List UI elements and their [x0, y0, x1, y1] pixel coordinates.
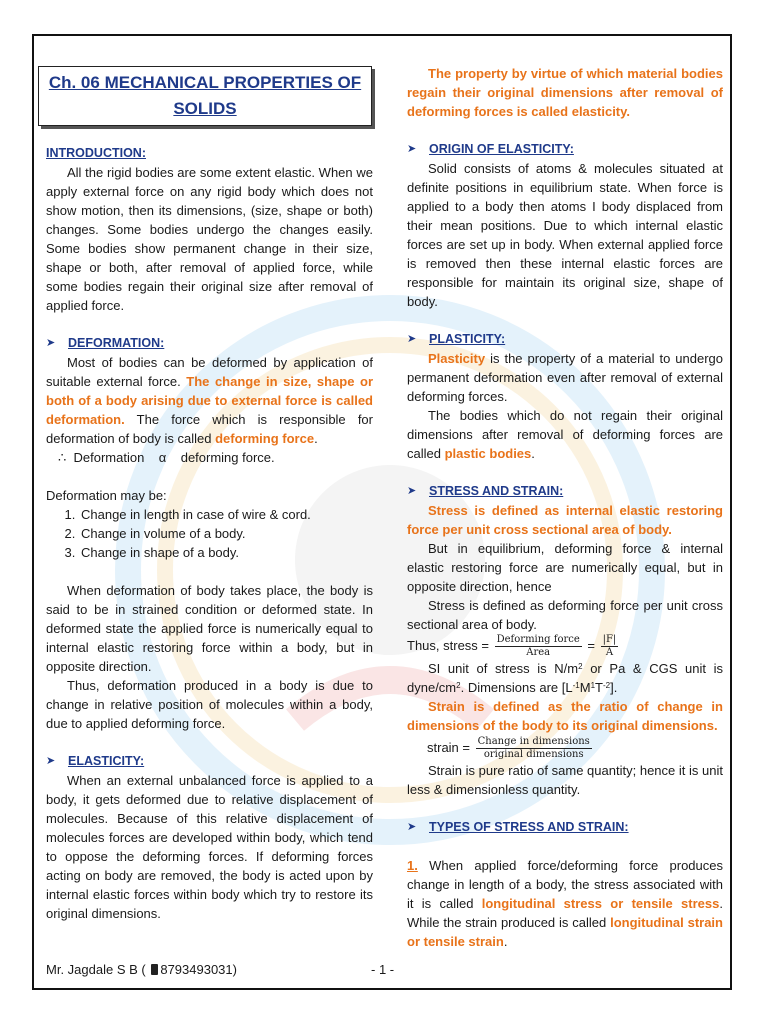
- deformation-paragraph: Most of bodies can be deformed by application of suitable external force. The change in size, shape or both of a body arising due to external force is called deformation. The force which is responsible for deformation of body is called deforming force.: [46, 355, 374, 446]
- page-number: - 1 -: [371, 962, 395, 977]
- arrowhead-icon: ➤: [46, 755, 56, 767]
- plasticity-heading: ➤ PLASTICITY:: [407, 330, 723, 349]
- arrowhead-icon: ➤: [46, 337, 56, 349]
- plastic-bodies-paragraph: The bodies which do not regain their original dimensions after removal of deforming forces are called plastic bodies.: [407, 408, 723, 461]
- introduction-heading: INTRODUCTION:: [46, 146, 146, 160]
- phone-icon: [151, 964, 158, 975]
- list-item: 2. Change in volume of a body.: [79, 524, 373, 543]
- list-item: 1. Change in length in case of wire & cord.: [79, 505, 373, 524]
- arrowhead-icon: ➤: [407, 821, 417, 834]
- stress-definition-2: Stress is defined as deforming force per unit cross sectional area of body.: [407, 598, 723, 632]
- strain-paragraph: Strain is pure ratio of same quantity; hence it is unit less & dimensionless quantity.: [407, 763, 723, 798]
- equilibrium-paragraph: But in equilibrium, deforming force & internal elastic restoring force are numerically equal, but in opposite direction, hence: [407, 541, 723, 594]
- deformation-list: [46, 505, 373, 562]
- plasticity-paragraph: Plasticity is the property of a material to undergo permanent deformation even after removal of external deforming forces.: [407, 351, 723, 404]
- stress-formula: Thus, stress = $\frac{\text{Deforming force}}{\text{Area}}$ = $\frac{|F|}{A}$: [407, 634, 617, 659]
- stress-strain-heading: ➤ STRESS AND STRAIN:: [407, 482, 723, 501]
- strained-paragraph: When deformation of body takes place, the body is said to be in strained condition or deformed state. In deformed state the applied force is numerically equal to internal elastic restoring force within a body, but in opposite direction.: [46, 583, 373, 674]
- elasticity-definition: The property by virtue of which material bodies regain their original dimensions after removal of deforming forces is called elasticity.: [407, 66, 723, 119]
- arrowhead-icon: ➤: [407, 333, 417, 345]
- types-heading: ➤ TYPES OF STRESS AND STRAIN:: [407, 818, 723, 837]
- deformation-relation: ∴ Deformation α deforming force.: [58, 450, 275, 465]
- right-column: [407, 64, 723, 951]
- introduction-paragraph: All the rigid bodies are some extent elastic. When we apply external force on any rigid body which does not show motion, then its dimensions, (size, shape or both) changes. Some bodies undergo the changes easily. Some bodies show permanent change in their size, shape or both, after removal of applied force, while some bodies regain their original size after removal of applied force.: [46, 165, 373, 313]
- left-column: [46, 144, 373, 923]
- deformation-may-be: Deformation may be:: [46, 488, 167, 503]
- si-unit-paragraph: SI unit of stress is $N/m^2$ or Pa & CGS unit is dyne/$cm^2$. Dimensions are $[L^{-1}M^1T^{-2}]$.: [407, 661, 723, 696]
- stress-definition: Stress is defined as internal elastic restoring force per unit cross sectional area of body.: [407, 503, 723, 537]
- origin-paragraph: Solid consists of atoms & molecules situated at definite positions in equilibrium state. When force is applied to a body then atoms I body displaced from their mean positions. Due to which internal elastic forces are set up in body. When external applied force is removed then these internal elastic forces are responsible for maintain its original size, shape of body.: [407, 161, 723, 309]
- stress-fraction-vector: $\frac{|F|}{A}$: [602, 634, 617, 659]
- origin-heading: ➤ ORIGIN OF ELASTICITY:: [407, 140, 723, 159]
- arrowhead-icon: ➤: [407, 485, 417, 497]
- stress-fraction: $\frac{\text{Deforming force}}{\text{Area}}$: [496, 634, 580, 659]
- author-credit: Mr. Jagdale S B ( 8793493031): [46, 962, 237, 977]
- strain-formula: strain = $\frac{\text{Change in dimensions}}{\text{original dimensions}}$: [427, 736, 590, 761]
- types-paragraph: 1. When applied force/deforming force produces change in length of a body, the stress associated with it is called longitudinal stress or tensile stress. While the strain produced is called longitudinal strain or tensile strain.: [407, 858, 723, 950]
- chapter-title: [38, 66, 372, 126]
- deformation-heading: ➤ DEFORMATION:: [46, 334, 373, 353]
- elasticity-paragraph: When an external unbalanced force is applied to a body, it gets deformed due to relative displacement of molecules. Because of this relative displacement of molecules forces are developed within body, which tend to oppose the deforming forces. If deforming forces acting on body are removed, the body is acted upon by internal elastic forces within body which try to restore its original dimensions.: [46, 773, 373, 921]
- elasticity-heading: ➤ ELASTICITY:: [46, 752, 373, 771]
- strain-fraction: $\frac{\text{Change in dimensions}}{\text{original dimensions}}$: [477, 736, 590, 761]
- chapter-title-text: Ch. 06 MECHANICAL PROPERTIES OF SOLIDS: [48, 73, 362, 118]
- strain-definition: Strain is defined as the ratio of change in dimensions of the body to its original dimensions.: [407, 699, 723, 734]
- arrowhead-icon: ➤: [407, 143, 417, 155]
- list-item: 3. Change in shape of a body.: [79, 543, 373, 562]
- thus-paragraph: Thus, deformation produced in a body is due to change in relative position of molecules within a body, due to applied deforming force.: [46, 678, 373, 731]
- page-footer: [46, 962, 396, 977]
